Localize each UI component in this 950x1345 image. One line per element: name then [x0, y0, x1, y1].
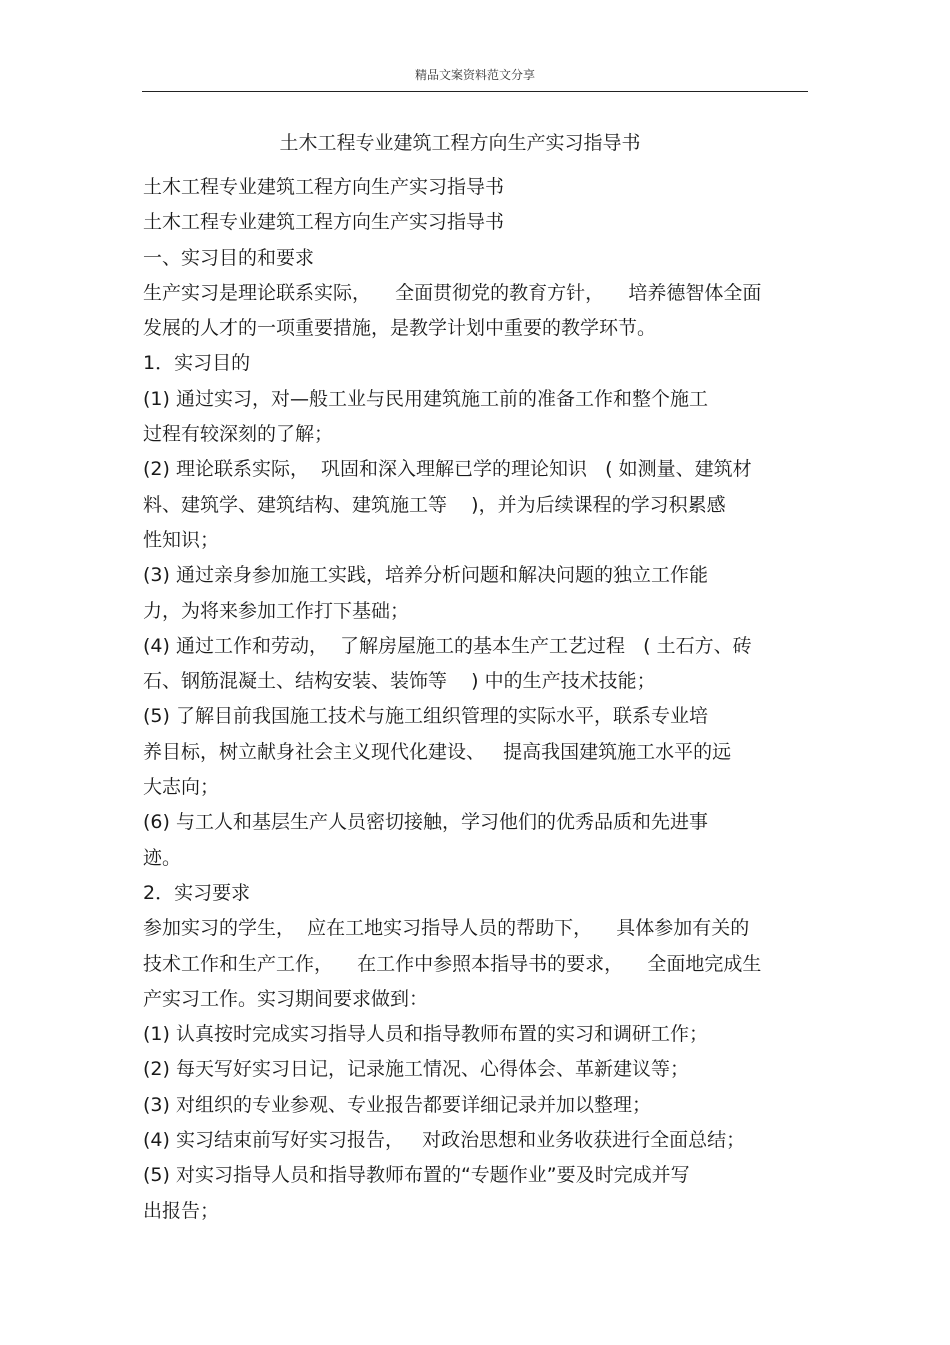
body-line: 土木工程专业建筑工程方向生产实习指导书: [143, 176, 505, 198]
body-line: 技术工作和生产工作， 在工作中参照本指导书的要求， 全面地完成生: [143, 952, 762, 975]
body-line: 土木工程专业建筑工程方向生产实习指导书: [143, 211, 505, 234]
page-header: 精品文案资料范文分享: [414, 68, 535, 82]
list-item-line: (1) 认真按时完成实习指导人员和指导教师布置的实习和调研工作；: [143, 1023, 708, 1046]
document-body: [143, 170, 811, 1229]
list-item-line: (1) 通过实习，对—般工业与民用建筑施工前的准备工作和整个施工: [143, 387, 708, 410]
list-item-line: (5) 了解目前我国施工技术与施工组织管理的实际水平，联系专业培: [143, 705, 708, 728]
list-item-line: 料、建筑学、建筑结构、建筑施工等 )，并为后续课程的学习积累感: [143, 493, 726, 516]
body-line: 参加实习的学生， 应在工地实习指导人员的帮助下， 具体参加有关的: [143, 917, 750, 940]
list-item-line: (3) 对组织的专业参观、专业报告都要详细记录并加以整理；: [143, 1093, 651, 1116]
section-heading: 一、实习目的和要求: [143, 246, 315, 269]
list-item-line: 养目标，树立献身社会主义现代化建设、 提高我国建筑施工水平的远: [143, 740, 732, 763]
list-item-line: 出报告；: [143, 1199, 220, 1222]
header-divider: [142, 91, 808, 92]
list-item-line: (5) 对实习指导人员和指导教师布置的“专题作业”要及时完成并写: [143, 1164, 690, 1187]
document-title: 土木工程专业建筑工程方向生产实习指导书: [279, 132, 641, 154]
subsection-heading: 1．实习目的: [143, 352, 251, 375]
list-item-line: 力，为将来参加工作打下基础；: [143, 599, 410, 622]
list-item-line: (4) 实习结束前写好实习报告， 对政治思想和业务收获进行全面总结；: [143, 1129, 746, 1152]
body-line: 产实习工作。实习期间要求做到：: [143, 987, 429, 1010]
list-item-line: 性知识；: [143, 528, 220, 551]
list-item-line: 迹。: [143, 846, 182, 869]
body-line: 发展的人才的一项重要措施，是教学计划中重要的教学环节。: [143, 317, 657, 340]
subsection-heading: 2．实习要求: [143, 881, 251, 904]
list-item-line: 过程有较深刻的了解；: [143, 423, 334, 446]
list-item-line: (4) 通过工作和劳动， 了解房屋施工的基本生产工艺过程 ( 土石方、砖: [143, 634, 752, 657]
list-item-line: 石、钢筋混凝土、结构安装、装饰等 ) 中的生产技术技能；: [143, 670, 656, 693]
list-item-line: (2) 每天写好实习日记，记录施工情况、心得体会、革新建议等；: [143, 1058, 689, 1081]
body-line: 生产实习是理论联系实际， 全面贯彻党的教育方针， 培养德智体全面: [143, 281, 762, 304]
list-item-line: (3) 通过亲身参加施工实践，培养分析问题和解决问题的独立工作能: [143, 564, 708, 587]
list-item-line: (6) 与工人和基层生产人员密切接触，学习他们的优秀品质和先进事: [143, 811, 708, 834]
list-item-line: (2) 理论联系实际， 巩固和深入理解已学的理论知识 ( 如测量、建筑材: [143, 458, 752, 481]
list-item-line: 大志向；: [143, 776, 220, 799]
